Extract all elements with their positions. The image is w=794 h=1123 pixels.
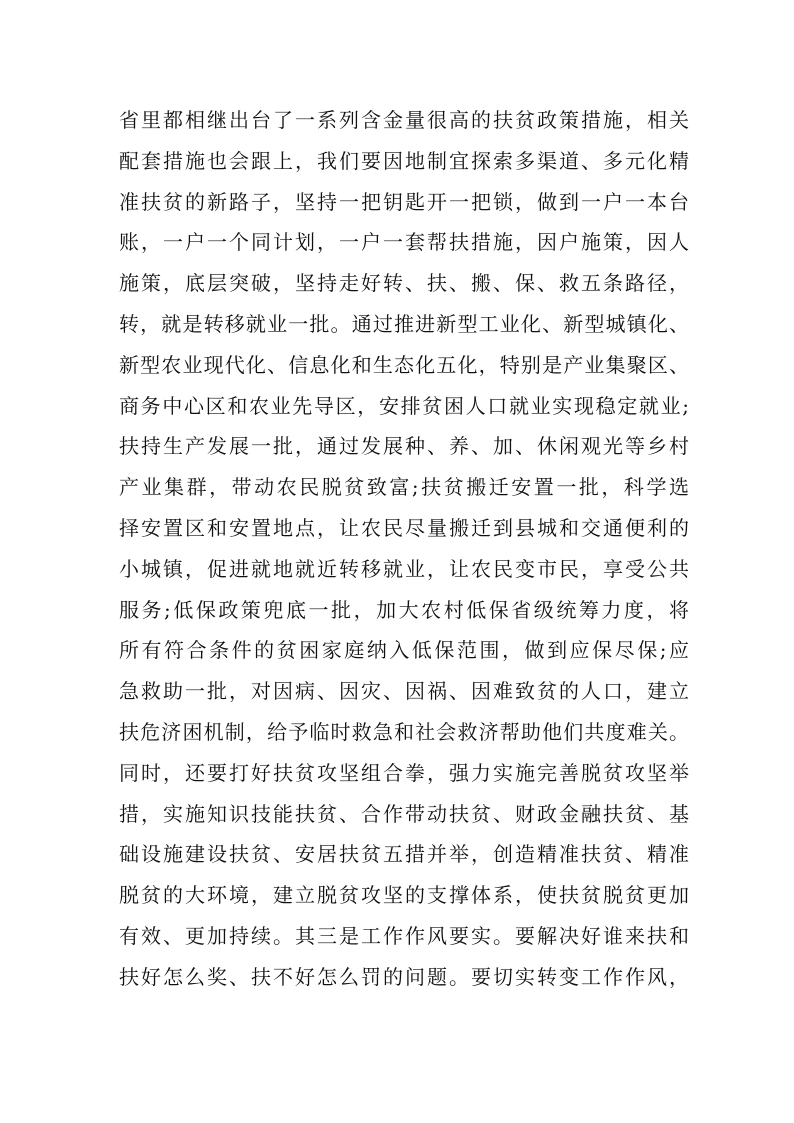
text-line: 同时，还要打好扶贫攻坚组合拳，强力实施完善脱贫攻坚举 [119,760,689,785]
text-line: 础设施建设扶贫、安居扶贫五措并举，创造精准扶贫、精准 [119,842,689,867]
body-text [119,100,689,998]
text-line: 措，实施知识技能扶贫、合作带动扶贫、财政金融扶贫、基 [119,801,689,826]
text-line: 服务;低保政策兜底一批，加大农村低保省级统筹力度，将 [119,597,689,622]
text-line: 转，就是转移就业一批。通过推进新型工业化、新型城镇化、 [119,311,689,336]
text-line: 产业集群，带动农民脱贫致富;扶贫搬迁安置一批，科学选 [119,475,689,500]
text-line: 商务中心区和农业先导区，安排贫困人口就业实现稳定就业; [119,393,689,418]
text-line: 省里都相继出台了一系列含金量很高的扶贫政策措施，相关 [119,108,689,132]
text-line: 配套措施也会跟上，我们要因地制宜探索多渠道、多元化精 [119,148,689,173]
text-line: 施策，底层突破，坚持走好转、扶、搬、保、救五条路径， [119,271,689,296]
text-line: 小城镇，促进就地就近转移就业，让农民变市民，享受公共 [119,556,689,581]
text-line: 急救助一批，对因病、因灾、因祸、因难致贫的人口，建立 [119,679,689,704]
text-line: 脱贫的大环境，建立脱贫攻坚的支撑体系，使扶贫脱贫更加 [119,883,689,908]
text-line: 所有符合条件的贫困家庭纳入低保范围，做到应保尽保;应 [119,638,689,663]
text-line: 账，一户一个同计划，一户一套帮扶措施，因户施策，因人 [119,230,689,255]
text-line: 有效、更加持续。其三是工作作风要实。要解决好谁来扶和 [119,923,689,948]
text-line: 新型农业现代化、信息化和生态化五化，特别是产业集聚区、 [119,352,689,377]
text-line: 扶持生产发展一批，通过发展种、养、加、休闲观光等乡村 [119,434,689,459]
text-line: 扶好怎么奖、扶不好怎么罚的问题。要切实转变工作作风， [119,964,689,989]
text-line: 准扶贫的新路子，坚持一把钥匙开一把锁，做到一户一本台 [119,189,689,214]
text-line: 扶危济困机制，给予临时救急和社会救济帮助他们共度难关。 [119,719,689,744]
text-line: 择安置区和安置地点，让农民尽量搬迁到县城和交通便利的 [119,515,689,540]
